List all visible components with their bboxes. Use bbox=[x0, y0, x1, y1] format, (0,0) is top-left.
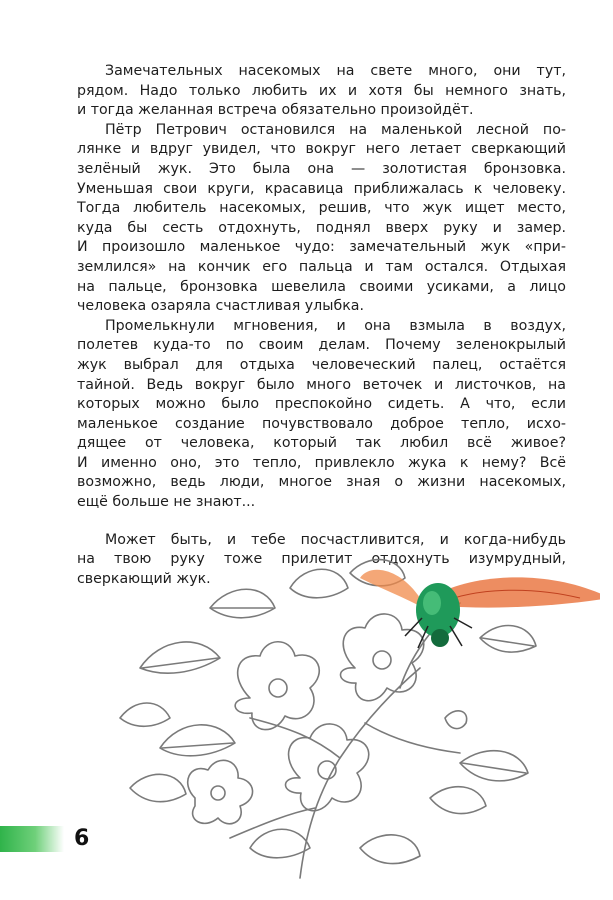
paragraph-2 bbox=[77, 121, 566, 317]
text-line: жук выбрал для отдыха человеческий палец, остаётся bbox=[77, 356, 566, 373]
text-line: Тогда любитель насекомых, решив, что жук ищет место, bbox=[77, 200, 566, 217]
text-line: лянке и вдруг увидел, что вокруг него летает сверкающий bbox=[77, 141, 566, 158]
text-line: куда бы сесть отдохнуть, поднял вверх руку и замер. bbox=[77, 219, 566, 236]
paragraph-gap bbox=[77, 513, 566, 531]
text-line: сверкающий жук. bbox=[77, 570, 211, 587]
page-number: 6 bbox=[74, 826, 90, 851]
text-line: И произошло маленькое чудо: замечательный жук «при- bbox=[77, 239, 566, 256]
rosehip-beetle-illustration bbox=[100, 548, 600, 888]
text-line: полетев куда-то по своим делам. Почему зеленокрылый bbox=[77, 337, 566, 354]
text-line: которых можно было преспокойно сидеть. А что, если bbox=[77, 396, 566, 413]
text-line: Может быть, и тебе посчастливится, и когда-нибудь bbox=[105, 531, 566, 548]
page-number-bar bbox=[0, 826, 64, 852]
text-line: Пётр Петрович остановился на маленькой лесной по- bbox=[105, 121, 566, 138]
text-line: И именно оно, это тепло, привлекло жука к нему? Всё bbox=[77, 454, 566, 471]
text-line: рядом. Надо только любить их и хотя бы немного знать, bbox=[77, 82, 566, 99]
beetle-drawing bbox=[360, 570, 600, 648]
page-text bbox=[77, 62, 566, 589]
paragraph-1 bbox=[77, 62, 566, 121]
text-line: на пальце, бронзовка шевелила своими усиками, а лицо bbox=[77, 278, 566, 295]
text-line: маленькое создание почувствовало доброе тепло, исхо- bbox=[77, 415, 566, 432]
text-line: и тогда желанная встреча обязательно произойдёт. bbox=[77, 102, 474, 119]
text-line: Замечательных насекомых на свете много, они тут, bbox=[105, 63, 566, 79]
text-line: дящее от человека, который так любил всё живое? bbox=[77, 435, 566, 452]
text-line: Уменьшая свои круги, красавица приближалась к человеку. bbox=[77, 180, 566, 197]
text-line: землился» на кончик его пальца и там остался. Отдыхая bbox=[77, 258, 566, 275]
text-line: на твою руку тоже прилетит отдохнуть изумрудный, bbox=[77, 551, 566, 568]
text-line: возможно, ведь люди, многое зная о жизни насекомых, bbox=[77, 474, 566, 491]
text-line: Промелькнули мгновения, и она взмыла в воздух, bbox=[105, 317, 566, 334]
text-line: зелёный жук. Это была она — золотистая бронзовка. bbox=[77, 160, 566, 177]
text-line: тайной. Ведь вокруг было много веточек и листочков, на bbox=[77, 376, 566, 393]
paragraph-3 bbox=[77, 317, 566, 513]
text-line: человека озаряла счастливая улыбка. bbox=[77, 298, 364, 315]
text-line: ещё больше не знают... bbox=[77, 494, 256, 511]
